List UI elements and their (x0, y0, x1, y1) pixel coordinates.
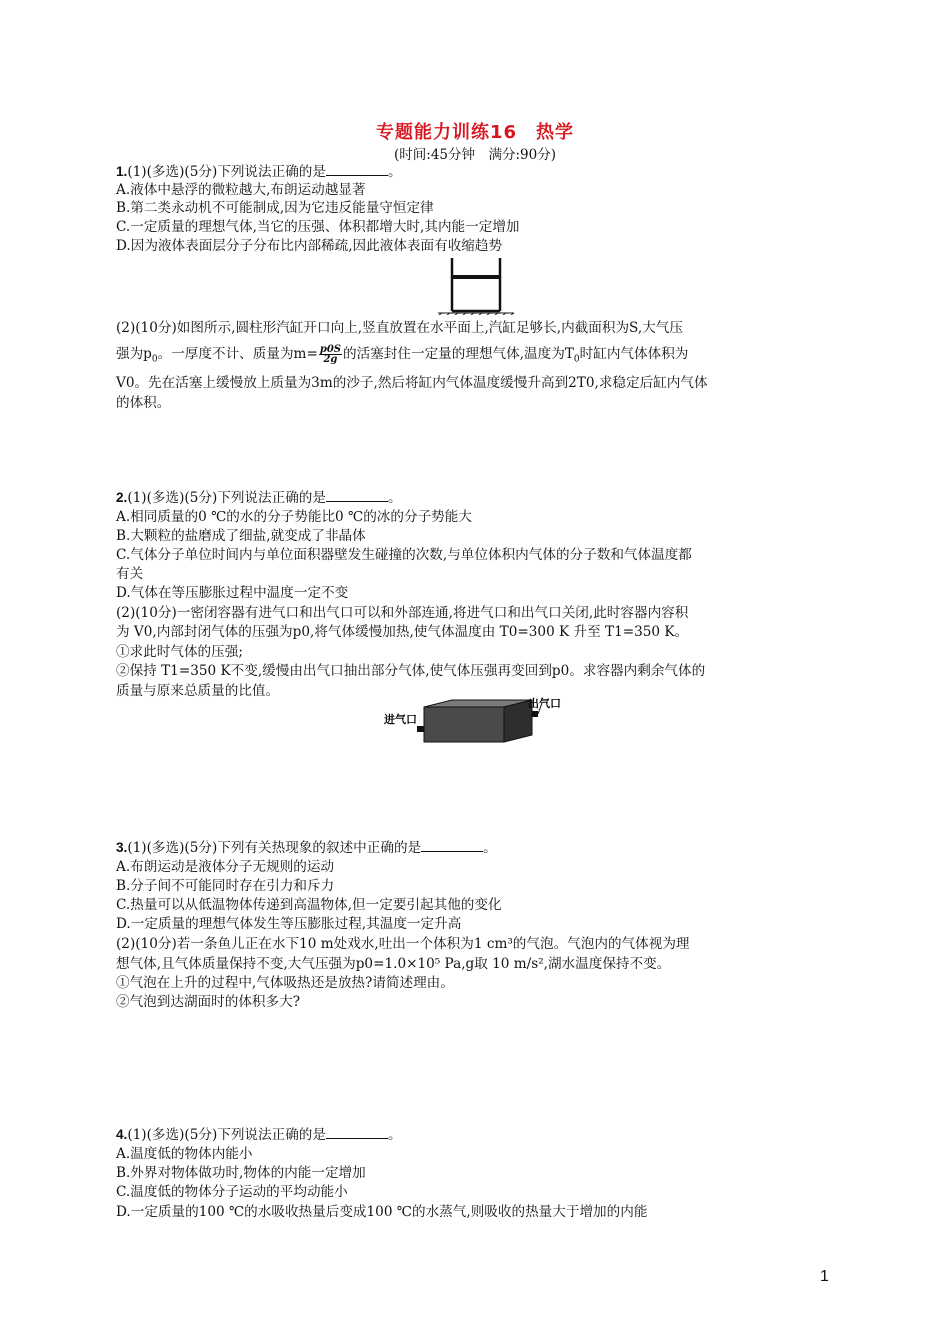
inlet-label: 进气口 (384, 713, 417, 726)
q2-part2-line1: (2)(10分)一密闭容器有进气口和出气口可以和外部连通,将进气口和出气口关闭,此时容器内容积 (116, 605, 689, 621)
q2-option-d: D.气体在等压膨胀过程中温度一定不变 (116, 585, 349, 601)
q2-number: 2. (116, 490, 128, 505)
page-title: 专题能力训练16 热学 (375, 122, 575, 143)
q4-part1-stem (116, 1126, 402, 1144)
q2-option-c-cont: 有关 (116, 566, 144, 582)
text-segment: 时缸内气体体积为 (579, 346, 689, 362)
q1-option-c: C.一定质量的理想气体,当它的压强、体积都增大时,其内能一定增加 (116, 219, 520, 235)
q3-part2-line4: ②气泡到达湖面时的体积多大? (116, 994, 301, 1010)
q3-part2-line2: 想气体,且气体质量保持不变,大气压强为p0=1.0×10⁵ Pa,g取 10 m/s²,湖水温度保持不变。 (116, 956, 671, 972)
q3-part2-line1: (2)(10分)若一条鱼儿正在水下10 m处戏水,吐出一个体积为1 cm³的气泡。气泡内的气体视为理 (116, 936, 690, 952)
page-number: 1 (820, 1268, 829, 1285)
answer-blank (326, 1126, 388, 1139)
q1-option-a: A.液体中悬浮的微粒越大,布朗运动越显著 (116, 182, 366, 198)
q3-part1-stem (116, 839, 497, 857)
q2-part2-line5: 质量与原来总质量的比值。 (116, 683, 280, 699)
q4-option-a: A.温度低的物体内能小 (116, 1146, 253, 1162)
outlet-label: 出气口 (528, 697, 561, 710)
page-subtitle: (时间:45分钟 满分:90分) (394, 147, 556, 163)
answer-blank (421, 839, 483, 852)
q4-option-b: B.外界对物体做功时,物体的内能一定增加 (116, 1165, 366, 1181)
answer-blank (326, 163, 388, 176)
q3-option-a: A.布朗运动是液体分子无规则的运动 (116, 859, 335, 875)
q3-stem-end: 。 (483, 840, 497, 856)
q4-number: 4. (116, 1127, 128, 1142)
q1-part2-line4: 的体积。 (116, 395, 171, 411)
q3-option-b: B.分子间不可能同时存在引力和斥力 (116, 878, 335, 894)
q4-option-d: D.一定质量的100 ℃的水吸收热量后变成100 ℃的水蒸气,则吸收的热量大于增加的内能 (116, 1204, 648, 1220)
q1-option-b: B.第二类永动机不可能制成,因为它违反能量守恒定律 (116, 200, 434, 216)
q2-part2-line3: ①求此时气体的压强; (116, 644, 243, 660)
q1-part2-line1: (2)(10分)如图所示,圆柱形汽缸开口向上,竖直放置在水平面上,汽缸足够长,内截面积为S,大气压 (116, 320, 683, 336)
q2-stem-end: 。 (388, 490, 402, 506)
q1-stem-end: 。 (388, 164, 402, 180)
q2-part1-stem (116, 489, 402, 507)
q1-part1-stem (116, 163, 402, 181)
answer-blank (326, 489, 388, 502)
q1-number: 1. (116, 164, 128, 179)
q4-option-c: C.温度低的物体分子运动的平均动能小 (116, 1184, 348, 1200)
q2-part2-line2: 为 V0,内部封闭气体的压强为p0,将气体缓慢加热,使气体温度由 T0=300 K 升至 T1=350 K。 (116, 624, 689, 640)
q3-part2-line3: ①气泡在上升的过程中,气体吸热还是放热?请简述理由。 (116, 975, 454, 991)
q2-part2-line4: ②保持 T1=350 K不变,缓慢由出气口抽出部分气体,使气体压强再变回到p0。求容器内剩余气体的 (116, 663, 706, 679)
q1-part2-line3: V0。先在活塞上缓慢放上质量为3m的沙子,然后将缸内气体温度缓慢升高到2T0,求稳定后缸内气体 (116, 375, 708, 391)
q4-stem-end: 。 (388, 1127, 402, 1143)
q2-stem-text: (1)(多选)(5分)下列说法正确的是 (127, 490, 326, 506)
q3-option-d: D.一定质量的理想气体发生等压膨胀过程,其温度一定升高 (116, 916, 462, 932)
q2-option-b: B.大颗粒的盐磨成了细盐,就变成了非晶体 (116, 528, 366, 544)
text-segment: 的活塞封住一定量的理想气体,温度为T (343, 346, 574, 362)
q3-number: 3. (116, 840, 128, 855)
q2-option-a: A.相同质量的0 ℃的水的分子势能比0 ℃的冰的分子势能大 (116, 509, 472, 525)
piston (453, 275, 499, 279)
q1-stem-text: (1)(多选)(5分)下列说法正确的是 (127, 164, 326, 180)
text-segment: 。一厚度不计、质量为m= (157, 346, 318, 362)
q2-option-c: C.气体分子单位时间内与单位面积器壁发生碰撞的次数,与单位体积内气体的分子数和气体温度都 (116, 547, 692, 563)
text-segment: 强为p (116, 346, 152, 362)
container-figure (380, 693, 580, 749)
q3-stem-text: (1)(多选)(5分)下列有关热现象的叙述中正确的是 (127, 840, 422, 856)
fraction-denominator: 2g (323, 354, 338, 365)
outlet-valve (532, 711, 538, 717)
fraction-numerator: p0S (319, 344, 342, 355)
inlet-valve (417, 726, 424, 732)
q4-stem-text: (1)(多选)(5分)下列说法正确的是 (127, 1127, 326, 1143)
q1-part2-line2: 强为$p_0$。一厚度不计、质量为m= $\frac{p0S}{2g}$ 的活塞封住一定量的理想气体,温度为$T_0$时缸内气体体积为 (116, 344, 689, 365)
mass-fraction (319, 345, 342, 364)
q3-option-c: C.热量可以从低温物体传递到高温物体,但一定要引起其他的变化 (116, 897, 502, 913)
cylinder-figure (436, 255, 516, 315)
q1-option-d: D.因为液体表面层分子分布比内部稀疏,因此液体表面有收缩趋势 (116, 238, 503, 254)
